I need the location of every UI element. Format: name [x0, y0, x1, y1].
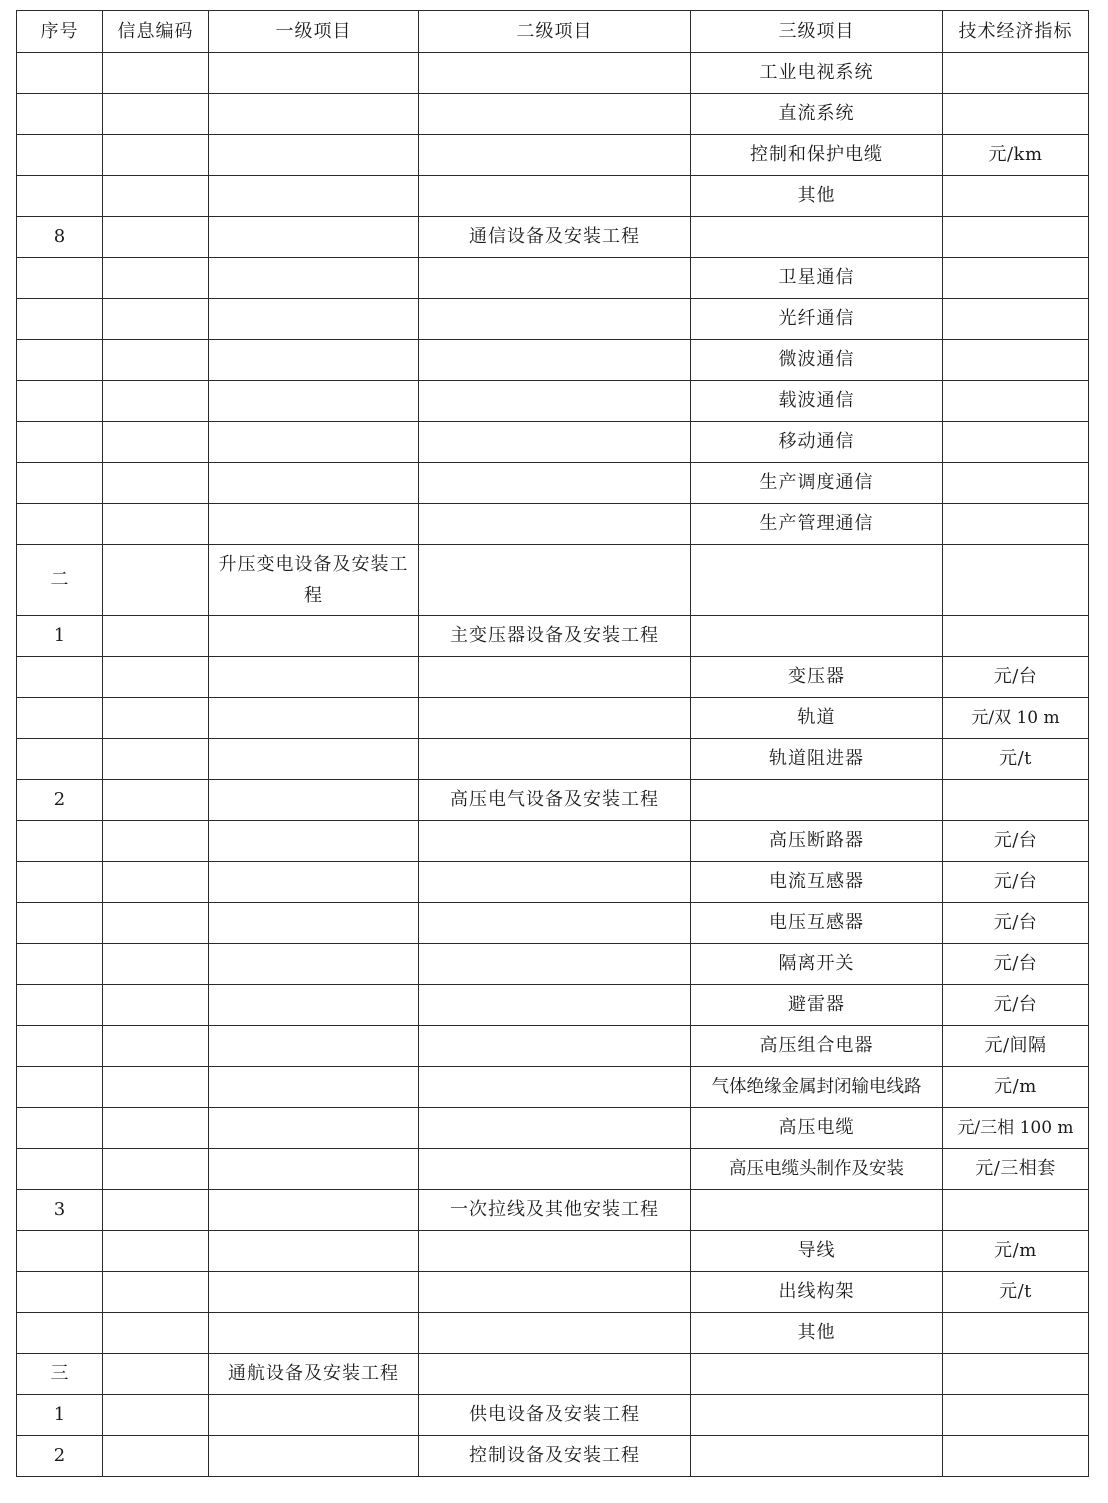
cell-level1	[209, 53, 419, 94]
cell-indicator: 元/台	[943, 862, 1089, 903]
cell-code	[103, 780, 209, 821]
cell-code	[103, 176, 209, 217]
cell-level2	[419, 821, 691, 862]
cell-indicator: 元/三相 100 m	[943, 1108, 1089, 1149]
cell-seq	[17, 340, 103, 381]
cell-code	[103, 1272, 209, 1313]
cell-indicator: 元/km	[943, 135, 1089, 176]
cell-level1	[209, 258, 419, 299]
cell-code	[103, 862, 209, 903]
cell-indicator: 元/t	[943, 1272, 1089, 1313]
cell-level2: 一次拉线及其他安装工程	[419, 1190, 691, 1231]
cell-indicator	[943, 299, 1089, 340]
header-level1: 一级项目	[209, 11, 419, 53]
cell-seq	[17, 463, 103, 504]
cell-indicator	[943, 1436, 1089, 1477]
table-row	[17, 780, 1089, 821]
cell-level3: 高压组合电器	[691, 1026, 943, 1067]
cell-seq	[17, 1108, 103, 1149]
cell-level2	[419, 1067, 691, 1108]
cell-level3: 载波通信	[691, 381, 943, 422]
cell-level1	[209, 176, 419, 217]
cell-indicator	[943, 780, 1089, 821]
cell-level3: 光纤通信	[691, 299, 943, 340]
cell-level1	[209, 463, 419, 504]
cell-indicator: 元/台	[943, 944, 1089, 985]
cell-level3	[691, 1190, 943, 1231]
cell-level2	[419, 545, 691, 616]
table-row	[17, 1354, 1089, 1395]
cell-indicator	[943, 94, 1089, 135]
cell-level2	[419, 1149, 691, 1190]
cell-code	[103, 258, 209, 299]
cell-code	[103, 381, 209, 422]
cell-code	[103, 821, 209, 862]
cell-level2	[419, 1108, 691, 1149]
cell-level2: 供电设备及安装工程	[419, 1395, 691, 1436]
cell-code	[103, 985, 209, 1026]
cell-code	[103, 1149, 209, 1190]
cell-level1	[209, 340, 419, 381]
cell-level3	[691, 545, 943, 616]
cell-seq	[17, 1231, 103, 1272]
cell-level2	[419, 340, 691, 381]
cell-code	[103, 1026, 209, 1067]
cell-seq	[17, 381, 103, 422]
cell-seq	[17, 985, 103, 1026]
cell-level1: 通航设备及安装工程	[209, 1354, 419, 1395]
cell-indicator	[943, 463, 1089, 504]
table-row	[17, 944, 1089, 985]
table-row	[17, 381, 1089, 422]
cell-code	[103, 545, 209, 616]
cell-code	[103, 299, 209, 340]
table-row	[17, 903, 1089, 944]
cell-indicator	[943, 1190, 1089, 1231]
cell-seq: 3	[17, 1190, 103, 1231]
cell-code	[103, 1231, 209, 1272]
cell-level1	[209, 1190, 419, 1231]
cell-indicator: 元/三相套	[943, 1149, 1089, 1190]
table-row	[17, 1395, 1089, 1436]
cell-level1	[209, 1395, 419, 1436]
cell-level3: 移动通信	[691, 422, 943, 463]
cell-level2	[419, 1272, 691, 1313]
cell-seq: 二	[17, 545, 103, 616]
table-row	[17, 94, 1089, 135]
cell-seq: 1	[17, 1395, 103, 1436]
cell-indicator: 元/间隔	[943, 1026, 1089, 1067]
cell-level3: 电压互感器	[691, 903, 943, 944]
cell-level1	[209, 821, 419, 862]
cell-level2	[419, 381, 691, 422]
cell-indicator: 元/台	[943, 903, 1089, 944]
cell-code	[103, 739, 209, 780]
cell-indicator	[943, 258, 1089, 299]
table-row	[17, 1190, 1089, 1231]
cell-indicator	[943, 340, 1089, 381]
header-row	[17, 11, 1089, 53]
cell-seq	[17, 903, 103, 944]
header-level2: 二级项目	[419, 11, 691, 53]
cell-code	[103, 340, 209, 381]
cell-level3: 高压断路器	[691, 821, 943, 862]
cell-seq	[17, 657, 103, 698]
table-row	[17, 176, 1089, 217]
cell-level3	[691, 1436, 943, 1477]
table-row	[17, 1231, 1089, 1272]
cell-indicator	[943, 381, 1089, 422]
table-row	[17, 1067, 1089, 1108]
cell-level3: 卫星通信	[691, 258, 943, 299]
cell-code	[103, 463, 209, 504]
cell-level1	[209, 94, 419, 135]
cell-level1	[209, 299, 419, 340]
cell-indicator	[943, 1313, 1089, 1354]
cell-code	[103, 698, 209, 739]
header-seq: 序号	[17, 11, 103, 53]
cell-indicator	[943, 53, 1089, 94]
cell-seq	[17, 698, 103, 739]
cell-level3: 隔离开关	[691, 944, 943, 985]
cell-level2	[419, 463, 691, 504]
cell-level2	[419, 1354, 691, 1395]
cell-seq: 2	[17, 780, 103, 821]
cell-level3: 出线构架	[691, 1272, 943, 1313]
cell-level2	[419, 739, 691, 780]
cell-level1	[209, 1067, 419, 1108]
cell-level1	[209, 780, 419, 821]
cell-level3	[691, 217, 943, 258]
cell-level1	[209, 698, 419, 739]
cell-seq	[17, 53, 103, 94]
cell-level3: 其他	[691, 1313, 943, 1354]
cell-code	[103, 135, 209, 176]
cell-seq	[17, 258, 103, 299]
cell-level3	[691, 780, 943, 821]
cell-level1	[209, 422, 419, 463]
cell-code	[103, 657, 209, 698]
table-row	[17, 135, 1089, 176]
cell-seq	[17, 1067, 103, 1108]
cell-level1	[209, 944, 419, 985]
table-row	[17, 53, 1089, 94]
cell-seq	[17, 944, 103, 985]
cell-code	[103, 1395, 209, 1436]
cell-level2	[419, 422, 691, 463]
cell-level3: 导线	[691, 1231, 943, 1272]
cell-level3: 变压器	[691, 657, 943, 698]
cell-indicator	[943, 217, 1089, 258]
cell-seq	[17, 1149, 103, 1190]
cell-indicator	[943, 1354, 1089, 1395]
cell-level3: 气体绝缘金属封闭输电线路	[691, 1067, 943, 1108]
cell-level3	[691, 1395, 943, 1436]
cell-level1	[209, 1231, 419, 1272]
cell-level2	[419, 698, 691, 739]
cell-level1	[209, 616, 419, 657]
cell-indicator	[943, 1395, 1089, 1436]
cell-level2	[419, 94, 691, 135]
cell-seq: 三	[17, 1354, 103, 1395]
header-code: 信息编码	[103, 11, 209, 53]
cell-level2	[419, 504, 691, 545]
cell-level1	[209, 1149, 419, 1190]
cell-seq	[17, 739, 103, 780]
table-row	[17, 463, 1089, 504]
cell-seq	[17, 862, 103, 903]
cell-level3: 轨道阻进器	[691, 739, 943, 780]
cell-indicator	[943, 545, 1089, 616]
cell-code	[103, 1436, 209, 1477]
cell-level1	[209, 1436, 419, 1477]
table-row	[17, 862, 1089, 903]
table-row	[17, 821, 1089, 862]
cell-level3: 轨道	[691, 698, 943, 739]
cell-level1	[209, 903, 419, 944]
cell-seq	[17, 1026, 103, 1067]
cell-level2	[419, 1026, 691, 1067]
cell-level2: 通信设备及安装工程	[419, 217, 691, 258]
cell-level3: 高压电缆	[691, 1108, 943, 1149]
cell-level3: 其他	[691, 176, 943, 217]
cell-indicator	[943, 616, 1089, 657]
cell-seq: 8	[17, 217, 103, 258]
cell-level1	[209, 862, 419, 903]
cell-code	[103, 1354, 209, 1395]
cell-indicator: 元/台	[943, 985, 1089, 1026]
cell-level1	[209, 217, 419, 258]
cell-level1	[209, 657, 419, 698]
cell-indicator: 元/m	[943, 1231, 1089, 1272]
table-row	[17, 1108, 1089, 1149]
cell-level1	[209, 504, 419, 545]
table-row	[17, 739, 1089, 780]
cost-item-table	[16, 10, 1089, 1477]
cell-level3: 直流系统	[691, 94, 943, 135]
cell-level1	[209, 1108, 419, 1149]
table-row	[17, 616, 1089, 657]
table-row	[17, 545, 1089, 616]
cell-level2	[419, 1313, 691, 1354]
cell-seq: 1	[17, 616, 103, 657]
table-row	[17, 217, 1089, 258]
cell-level2	[419, 1231, 691, 1272]
cell-level1	[209, 1026, 419, 1067]
cell-level2	[419, 985, 691, 1026]
table-row	[17, 1026, 1089, 1067]
table-row	[17, 299, 1089, 340]
cell-level2	[419, 53, 691, 94]
cell-level2	[419, 299, 691, 340]
cell-code	[103, 903, 209, 944]
cell-level1	[209, 985, 419, 1026]
cell-seq	[17, 821, 103, 862]
cell-code	[103, 616, 209, 657]
cell-level3: 微波通信	[691, 340, 943, 381]
cell-code	[103, 422, 209, 463]
cell-code	[103, 1190, 209, 1231]
table-body	[17, 53, 1089, 1477]
cell-seq	[17, 1313, 103, 1354]
cell-code	[103, 1108, 209, 1149]
table-row	[17, 1313, 1089, 1354]
table-row	[17, 422, 1089, 463]
cell-seq: 2	[17, 1436, 103, 1477]
cell-level1: 升压变电设备及安装工程	[209, 545, 419, 616]
cell-indicator	[943, 176, 1089, 217]
table-row	[17, 258, 1089, 299]
cell-seq	[17, 504, 103, 545]
table-row	[17, 1272, 1089, 1313]
cell-level3: 电流互感器	[691, 862, 943, 903]
cell-level1	[209, 135, 419, 176]
cell-level2	[419, 176, 691, 217]
cell-level2	[419, 944, 691, 985]
cell-code	[103, 504, 209, 545]
table-row	[17, 1149, 1089, 1190]
cell-level2: 高压电气设备及安装工程	[419, 780, 691, 821]
cell-indicator: 元/m	[943, 1067, 1089, 1108]
cell-code	[103, 944, 209, 985]
table-row	[17, 340, 1089, 381]
cell-seq	[17, 1272, 103, 1313]
table-row	[17, 985, 1089, 1026]
cell-level1	[209, 739, 419, 780]
cell-seq	[17, 176, 103, 217]
cell-indicator: 元/双 10 m	[943, 698, 1089, 739]
cell-code	[103, 217, 209, 258]
cell-code	[103, 1067, 209, 1108]
cell-level3: 生产管理通信	[691, 504, 943, 545]
cell-code	[103, 53, 209, 94]
table-row	[17, 698, 1089, 739]
cell-code	[103, 1313, 209, 1354]
cell-level3: 生产调度通信	[691, 463, 943, 504]
cell-level3: 避雷器	[691, 985, 943, 1026]
cell-indicator: 元/台	[943, 821, 1089, 862]
cell-code	[103, 94, 209, 135]
cell-level3	[691, 1354, 943, 1395]
table-row	[17, 657, 1089, 698]
cell-level3: 工业电视系统	[691, 53, 943, 94]
table-row	[17, 504, 1089, 545]
cell-indicator	[943, 504, 1089, 545]
cell-seq	[17, 94, 103, 135]
cell-level1	[209, 381, 419, 422]
cell-seq	[17, 135, 103, 176]
header-indicator: 技术经济指标	[943, 11, 1089, 53]
cell-level2: 主变压器设备及安装工程	[419, 616, 691, 657]
cell-indicator	[943, 422, 1089, 463]
cell-level2	[419, 657, 691, 698]
table-row	[17, 1436, 1089, 1477]
cell-level2	[419, 258, 691, 299]
cell-level3: 高压电缆头制作及安装	[691, 1149, 943, 1190]
cell-level2: 控制设备及安装工程	[419, 1436, 691, 1477]
cell-seq	[17, 422, 103, 463]
cell-indicator: 元/台	[943, 657, 1089, 698]
cell-level2	[419, 903, 691, 944]
cell-level1	[209, 1272, 419, 1313]
cell-level3	[691, 616, 943, 657]
cell-indicator: 元/t	[943, 739, 1089, 780]
header-level3: 三级项目	[691, 11, 943, 53]
cell-seq	[17, 299, 103, 340]
cell-level3: 控制和保护电缆	[691, 135, 943, 176]
cell-level1	[209, 1313, 419, 1354]
cell-level2	[419, 862, 691, 903]
cell-level2	[419, 135, 691, 176]
